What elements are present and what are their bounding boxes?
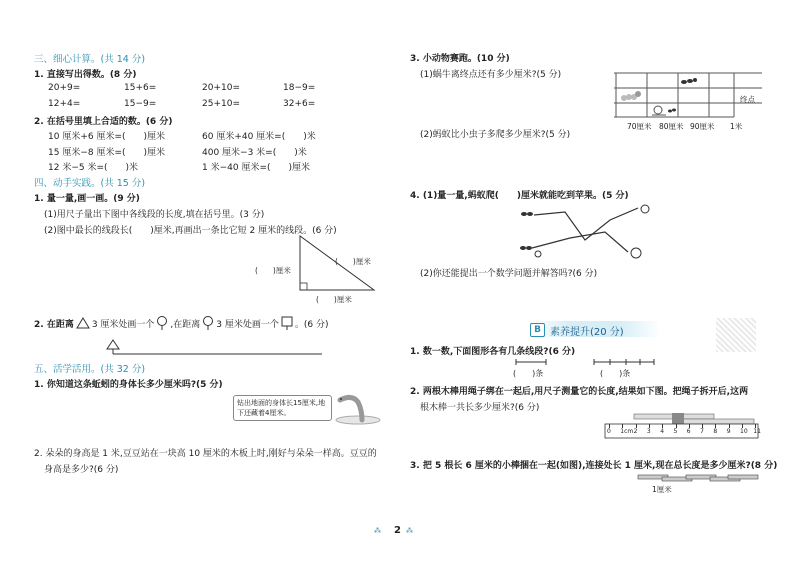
ruler-tick-label: 10 <box>740 428 748 435</box>
triangle-icon <box>76 317 90 329</box>
fill-item: 1 米−40 厘米=( )厘米 <box>202 163 311 173</box>
grid-label-1m: 1米 <box>730 122 743 131</box>
earthworm-note: 钻出地面的身体长15厘米,地下还藏着4厘米。 <box>233 395 332 421</box>
ruler-tick-label: 5 <box>673 428 678 435</box>
sticks-title-line-2: 根木棒一共长多少厘米?(6 分) <box>420 403 540 413</box>
fill-item: 60 厘米+40 厘米=( )米 <box>202 132 316 142</box>
triangle-left-label: ( )厘米 <box>255 266 291 275</box>
question-1-title: 1. 直接写出得数。(8 分) <box>34 70 137 80</box>
ant-apple-title: 4. (1)量一量,蚂蚁爬( )厘米就能吃到苹果。(5 分) <box>410 191 629 201</box>
practice-2-line <box>34 316 329 330</box>
calc-item: 15+6= <box>124 83 157 93</box>
calc-item: 15−9= <box>124 99 157 109</box>
ruler-tick-label: 9 <box>726 428 731 435</box>
page-number-ornament-left: ⁂ <box>374 527 381 535</box>
ruler-tick-label: 4 <box>660 428 665 435</box>
practice-1-part-a: (1)用尺子量出下图中各线段的长度,填在括号里。(3 分) <box>44 210 265 220</box>
triangle-hypotenuse-label: ( )厘米 <box>335 257 371 266</box>
apply-2-line-1: 2. 朵朵的身高是 1 米,豆豆站在一块高 10 厘米的木板上时,刚好与朵朵一样高。豆豆的 <box>34 449 377 459</box>
ant-icon <box>681 78 697 84</box>
apply-1-title: 1. 你知道这条蚯蚓的身体长多少厘米吗?(5 分) <box>34 380 223 390</box>
race-part-2: (2)蚂蚁比小虫子多爬多少厘米?(5 分) <box>420 130 571 140</box>
ruler-tick-label: 3 <box>646 428 651 435</box>
segment-figures <box>510 356 660 368</box>
page-number-ornament-right: ⁂ <box>406 527 413 535</box>
sticks-title-line-1: 2. 两根木棒用绳子绑在一起后,用尺子测量它的长度,结果如下图。把绳子拆开后,这两 <box>410 387 749 397</box>
calc-item: 25+10= <box>202 99 240 109</box>
grid-label-70: 70厘米 <box>627 122 652 131</box>
snail-icon <box>652 106 666 115</box>
circle-icon <box>156 316 168 330</box>
ruler-tick-label: 7 <box>700 428 704 435</box>
ruler-tick-label: 11 <box>753 428 761 435</box>
bundle-diagram <box>636 472 760 484</box>
section-3-heading: 三、细心计算。(共 14 分) <box>34 54 146 65</box>
section-4-heading: 四、动手实践。(共 15 分) <box>34 178 146 189</box>
fill-item: 15 厘米−8 厘米=( )厘米 <box>48 148 166 158</box>
ant-path-diagram <box>510 200 660 262</box>
ruler-tick-label: 1cm <box>620 428 634 435</box>
bundle-title: 3. 把 5 根长 6 厘米的小棒捆在一起(如图),连接处长 1 厘米,现在总长度是多少厘米?(8 分) <box>410 461 778 471</box>
ruler-ticks <box>605 424 761 438</box>
grid-label-90: 90厘米 <box>690 122 715 131</box>
practice-2-text-c: ,在距离 <box>170 320 201 330</box>
triangle-bottom-label: ( )厘米 <box>316 295 352 304</box>
page-number: 2 <box>394 525 401 536</box>
earthworm-illustration <box>330 392 382 426</box>
bundle-label: 1厘米 <box>652 485 672 494</box>
calc-item: 20+9= <box>48 83 81 93</box>
b-section-title: 素养提升(20 分) <box>550 327 624 338</box>
race-part-1: (1)蜗牛离终点还有多少厘米?(5 分) <box>420 70 562 80</box>
ruler-tick-label: 0 <box>607 428 611 435</box>
calc-item: 32+6= <box>283 99 316 109</box>
snail-icon <box>641 205 649 213</box>
fill-item: 12 米−5 米=( )米 <box>48 163 139 173</box>
apple-icon <box>631 248 641 258</box>
question-2-title: 2. 在括号里填上合适的数。(6 分) <box>34 117 173 127</box>
grid-label-80: 80厘米 <box>659 122 684 131</box>
calc-item: 12+4= <box>48 99 81 109</box>
section-5-heading: 五、活学活用。(共 32 分) <box>34 364 146 375</box>
calc-item: 20+10= <box>202 83 240 93</box>
fill-item: 400 厘米−3 米=( )米 <box>202 148 307 158</box>
ruler-tick-label: 8 <box>713 428 718 435</box>
practice-2-text-e: 。(6 分) <box>294 320 329 330</box>
practice-2-text-d: 3 厘米处画一个 <box>216 320 279 330</box>
practice-2-text-b: 3 厘米处画一个 <box>91 320 155 330</box>
caterpillar-icon <box>621 91 641 101</box>
practice-1-title: 1. 量一量,画一画。(9 分) <box>34 194 140 204</box>
calc-item: 18−9= <box>283 83 316 93</box>
practice-2-text-a: 2. 在距离 <box>34 320 74 330</box>
ant-small-icon <box>668 109 676 113</box>
apply-2-line-2: 身高是多少?(6 分) <box>44 465 119 475</box>
b-section-banner <box>530 321 660 337</box>
baseline-with-triangle <box>104 338 324 358</box>
square-icon <box>281 316 293 330</box>
decoration-pattern <box>716 318 756 352</box>
ruler-tick-label: 6 <box>686 428 691 435</box>
fill-item: 10 厘米+6 厘米=( )厘米 <box>48 132 166 142</box>
circle-icon <box>202 316 214 330</box>
practice-1-part-b: (2)图中最长的线段长( )厘米,再画出一条比它短 2 厘米的线段。(6 分) <box>44 226 337 236</box>
race-title: 3. 小动物赛跑。(10 分) <box>410 54 510 64</box>
snail-icon <box>535 251 541 257</box>
b-badge-icon: B <box>530 323 545 337</box>
finish-label: 终点 <box>740 95 755 104</box>
ant-apple-part-2: (2)你还能提出一个数学问题并解答吗?(6 分) <box>420 269 598 279</box>
segment-answer-2: ( )条 <box>600 369 631 378</box>
ant-icon <box>520 246 532 250</box>
segment-count-title: 1. 数一数,下面图形各有几条线段?(6 分) <box>410 347 576 357</box>
segment-answer-1: ( )条 <box>513 369 544 378</box>
ant-icon <box>521 212 533 216</box>
ruler-tick-label: 2 <box>633 428 638 435</box>
